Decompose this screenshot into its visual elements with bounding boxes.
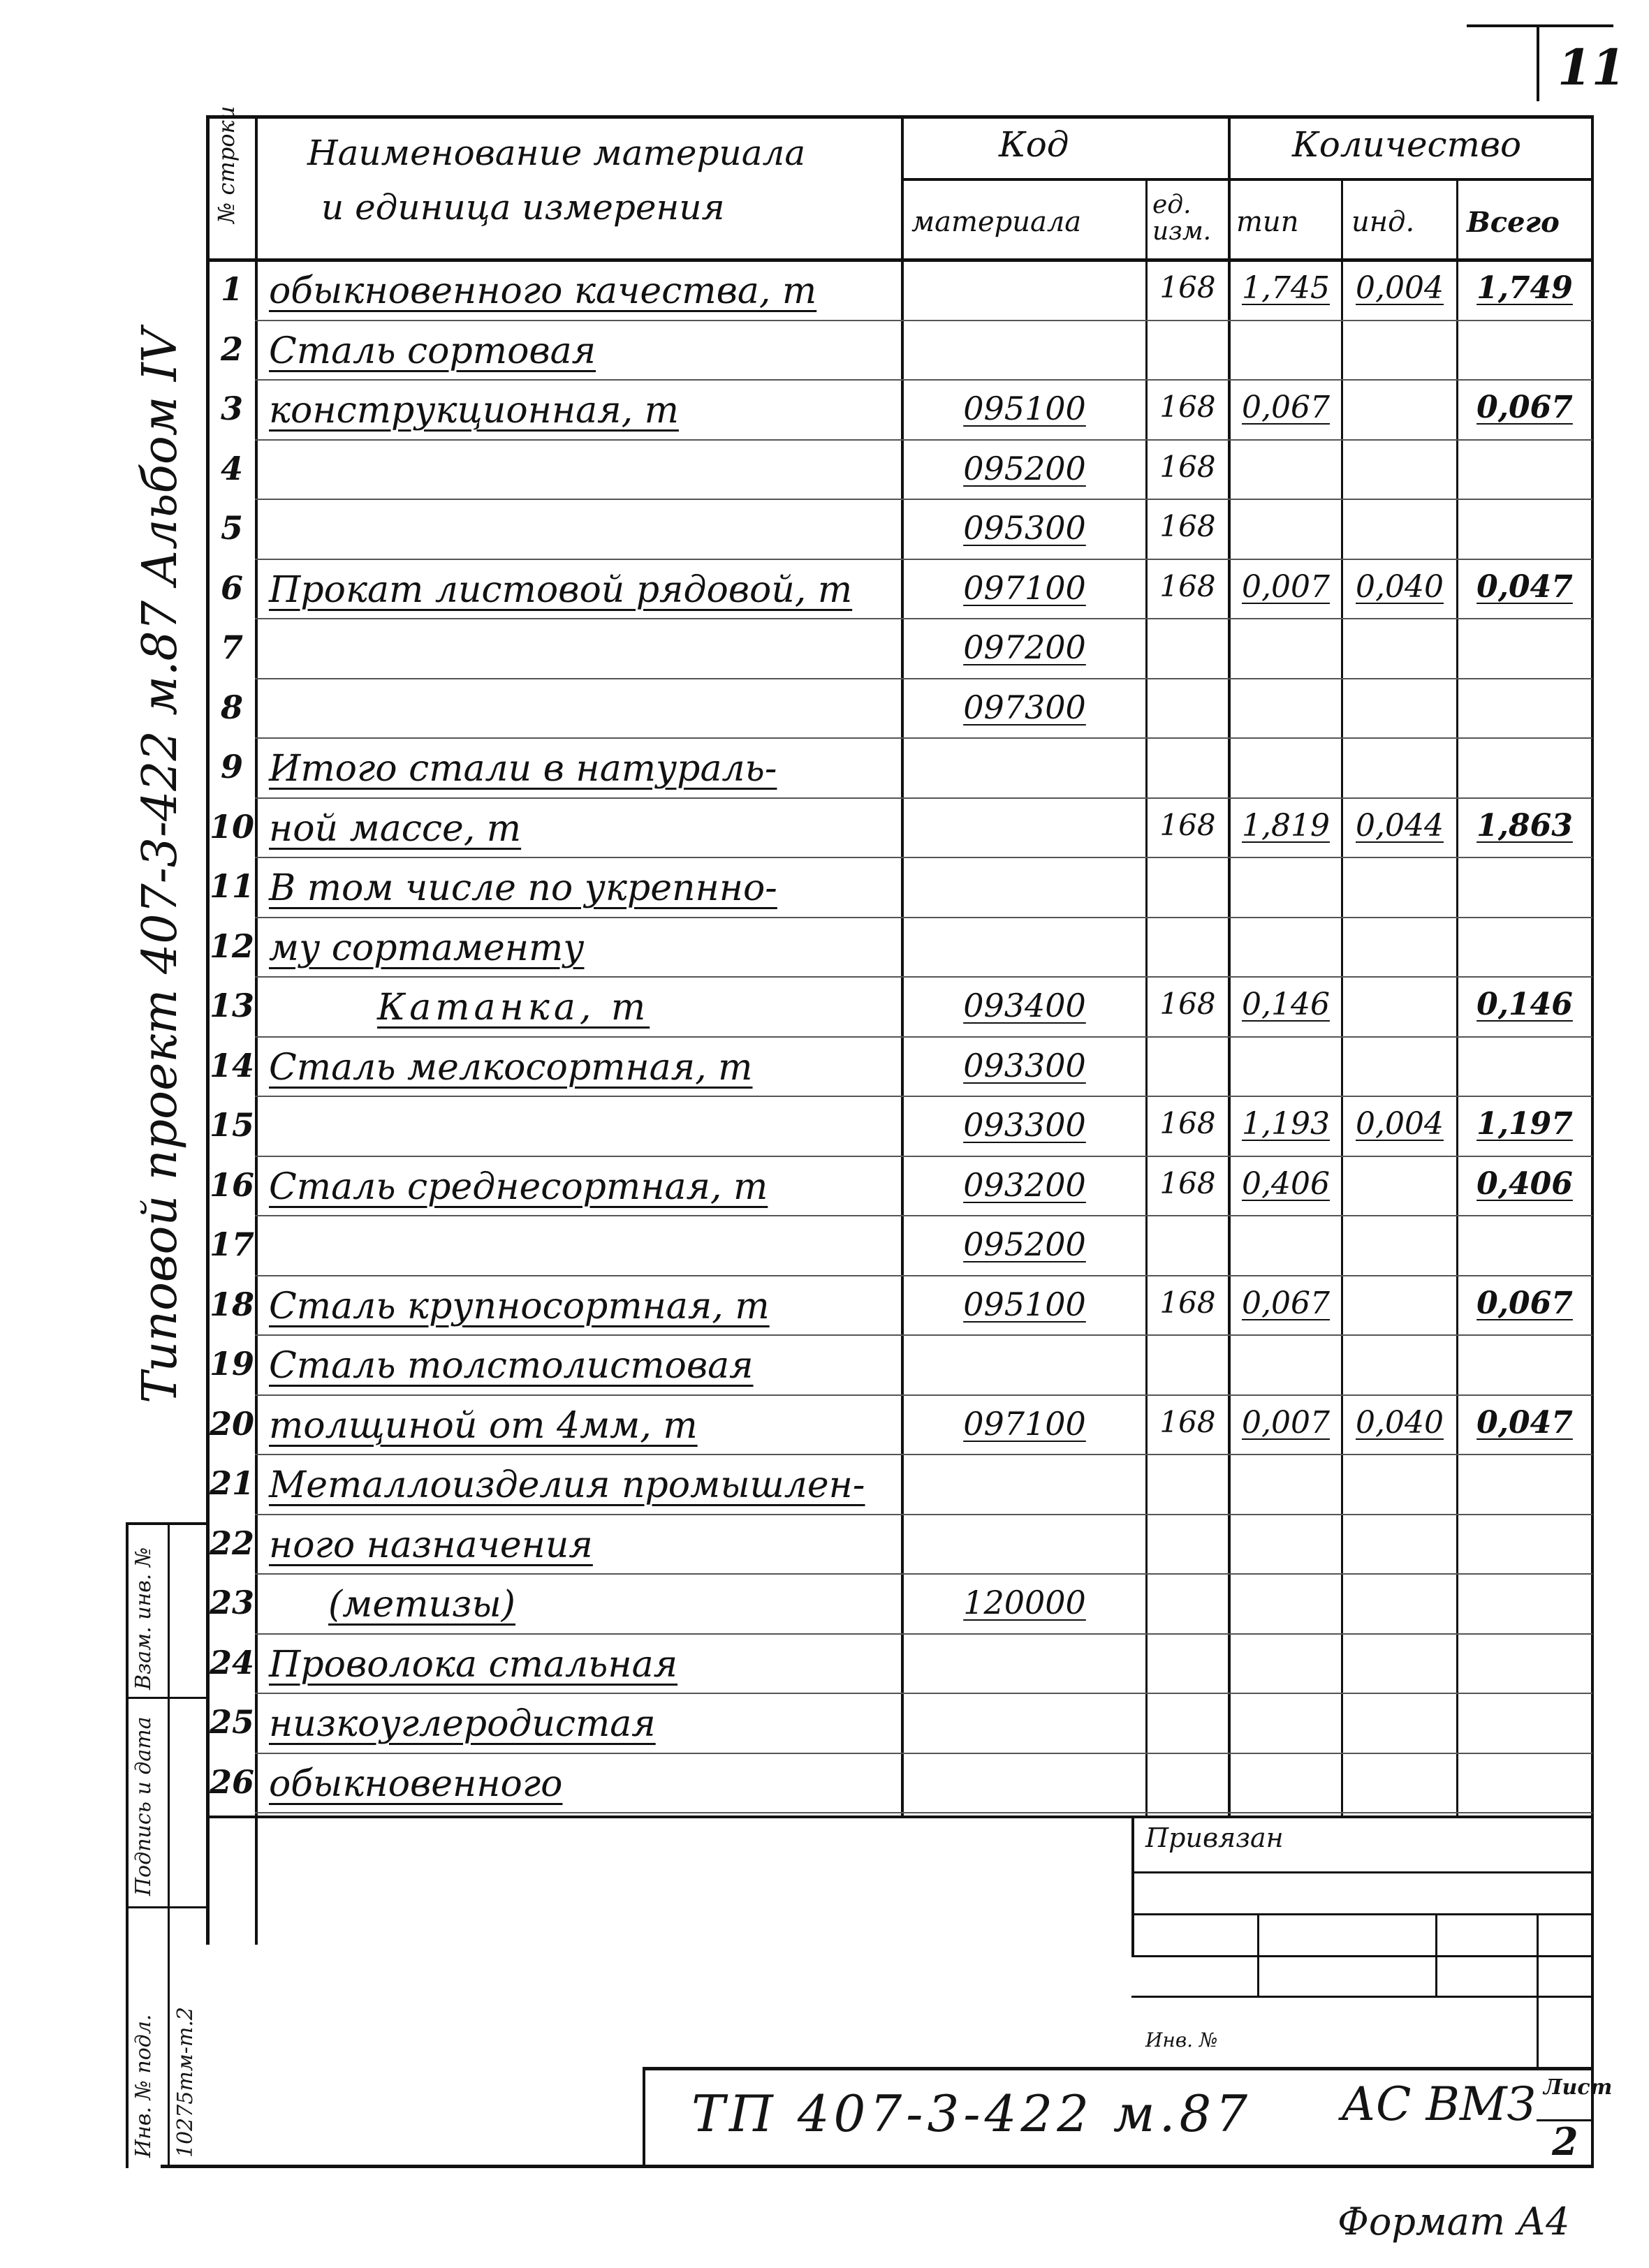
qty-type: 0,067 [1242, 1285, 1330, 1321]
unit-code: 168 [1159, 1285, 1216, 1320]
inv-podl-label: Инв. № подл. [131, 2014, 156, 2158]
row-number: 5 [220, 509, 243, 547]
material-name: Сталь мелкосортная, т [269, 1046, 753, 1089]
unit-code: 168 [1159, 1404, 1216, 1439]
qty-total: 0,047 [1476, 568, 1573, 605]
row-number: 6 [220, 568, 243, 607]
qty-total: 1,197 [1476, 1106, 1573, 1142]
row-number: 1 [220, 270, 243, 308]
row-number: 15 [209, 1106, 254, 1144]
quantity-header: Количество [1292, 124, 1522, 165]
material-name: ной массе, т [269, 807, 522, 850]
material-name: (метизы) [328, 1584, 515, 1626]
section-code: АС ВМЗ [1341, 2077, 1536, 2131]
material-name: Итого стали в натураль- [269, 748, 777, 790]
qty-ind: 0,040 [1356, 1404, 1444, 1441]
row-number: 10 [209, 807, 254, 846]
material-code: 095200 [963, 449, 1086, 487]
unit-code: 168 [1159, 390, 1216, 424]
sheet-number: 11 [1558, 38, 1626, 96]
row-number: 22 [209, 1524, 254, 1562]
material-code: 093200 [963, 1165, 1086, 1204]
row-number: 21 [209, 1464, 254, 1502]
row-number: 20 [209, 1404, 254, 1443]
material-code: 093300 [963, 1106, 1086, 1144]
row-number: 2 [220, 330, 243, 368]
qty-ind: 0,044 [1356, 807, 1444, 844]
podpis-data-label: Подпись и дата [131, 1716, 156, 1896]
material-name: низкоуглеродистая [269, 1703, 656, 1745]
unit-code: 168 [1159, 568, 1216, 603]
qty-ind-header: инд. [1351, 206, 1415, 238]
material-code: 120000 [963, 1584, 1086, 1621]
row-number: 16 [209, 1165, 254, 1204]
qty-type: 1,193 [1242, 1106, 1330, 1142]
material-name: Металлоизделия промышлен- [269, 1464, 865, 1506]
row-number: 13 [209, 987, 254, 1024]
material-code: 097300 [963, 688, 1086, 726]
material-name: Сталь крупносортная, т [269, 1285, 770, 1327]
qty-total: 0,047 [1476, 1404, 1573, 1441]
row-number-header: № строки [213, 105, 240, 223]
material-name: Проволока стальная [269, 1643, 678, 1686]
qty-total: 0,067 [1476, 1285, 1573, 1321]
row-number: 26 [209, 1762, 254, 1801]
qty-type: 0,007 [1242, 1404, 1330, 1441]
unit-code: 168 [1159, 987, 1216, 1021]
material-name: Катанка, т [377, 987, 650, 1029]
document-designation: ТП 407-3-422 м.87 [691, 2084, 1252, 2143]
side-title: Типовой проект 407-3-422 м.87 Альбом IV [133, 328, 188, 1404]
row-number: 19 [209, 1345, 254, 1383]
material-name: толщиной от 4мм, т [269, 1404, 698, 1447]
code-material-header: материала [911, 206, 1082, 238]
privyazan-label: Привязан [1145, 1822, 1284, 1853]
material-name: му сортаменту [269, 927, 585, 969]
row-number: 3 [220, 390, 243, 427]
material-name: Сталь среднесортная, т [269, 1165, 768, 1208]
qty-ind: 0,040 [1356, 568, 1444, 605]
unit-code: 168 [1159, 449, 1216, 484]
qty-type: 1,819 [1242, 807, 1330, 844]
row-number: 8 [220, 688, 243, 726]
qty-type: 0,007 [1242, 568, 1330, 605]
qty-total: 0,146 [1476, 987, 1573, 1022]
material-name: конструкционная, т [269, 390, 679, 432]
material-code: 093400 [963, 987, 1086, 1024]
row-number: 24 [209, 1643, 254, 1681]
qty-type: 0,146 [1242, 987, 1330, 1022]
qty-total: 1,749 [1476, 270, 1573, 306]
qty-type: 1,745 [1242, 270, 1330, 306]
unit-code: 168 [1159, 270, 1216, 304]
material-name: обыкновенного [269, 1762, 563, 1805]
material-code: 097100 [963, 1404, 1086, 1443]
unit-code: 168 [1159, 1165, 1216, 1200]
row-number: 18 [209, 1285, 254, 1323]
name-header-line1: Наименование материала [307, 133, 806, 173]
inv-no-label: Инв. № [1145, 2028, 1218, 2052]
qty-total: 0,067 [1476, 390, 1573, 425]
unit-code: 168 [1159, 807, 1216, 842]
format-label: Формат А4 [1337, 2200, 1570, 2244]
code-unit-header: ед. изм. [1152, 191, 1212, 246]
material-name: В том числе по укрепнно- [269, 867, 777, 909]
qty-total: 0,406 [1476, 1165, 1573, 1202]
qty-type-header: тип [1236, 206, 1299, 238]
row-number: 4 [220, 449, 243, 487]
unit-code: 168 [1159, 509, 1216, 543]
row-number: 11 [209, 867, 254, 905]
code-header: Код [999, 124, 1069, 165]
material-name: обыкновенного качества, т [269, 270, 817, 312]
qty-type: 0,406 [1242, 1165, 1330, 1202]
inv-podl-value: 10275тм-т.2 [173, 2007, 198, 2158]
sheet-value: 2 [1552, 2119, 1578, 2164]
row-number: 23 [209, 1584, 254, 1621]
sheet-label: Лист [1544, 2075, 1613, 2100]
material-code: 093300 [963, 1046, 1086, 1084]
material-name: ного назначения [269, 1524, 593, 1566]
qty-total: 1,863 [1476, 807, 1573, 844]
name-header-line2: и единица измерения [321, 187, 725, 228]
material-name: Прокат листовой рядовой, т [269, 568, 853, 611]
material-code: 095300 [963, 509, 1086, 547]
vzam-inv-label: Взам. инв. № [131, 1547, 156, 1690]
row-number: 12 [209, 927, 254, 965]
row-number: 9 [220, 748, 243, 786]
qty-type: 0,067 [1242, 390, 1330, 425]
qty-total-header: Всего [1467, 206, 1560, 239]
unit-code: 168 [1159, 1106, 1216, 1140]
row-number: 25 [209, 1703, 254, 1741]
row-number: 14 [209, 1046, 254, 1084]
material-code: 095200 [963, 1225, 1086, 1263]
material-code: 097100 [963, 568, 1086, 607]
material-code: 097200 [963, 628, 1086, 666]
material-code: 095100 [963, 390, 1086, 427]
row-number: 17 [209, 1225, 254, 1263]
material-name: Сталь сортовая [269, 330, 596, 372]
qty-ind: 0,004 [1356, 270, 1444, 306]
qty-ind: 0,004 [1356, 1106, 1444, 1142]
material-name: Сталь толстолистовая [269, 1345, 754, 1387]
material-code: 095100 [963, 1285, 1086, 1323]
row-number: 7 [220, 628, 243, 666]
